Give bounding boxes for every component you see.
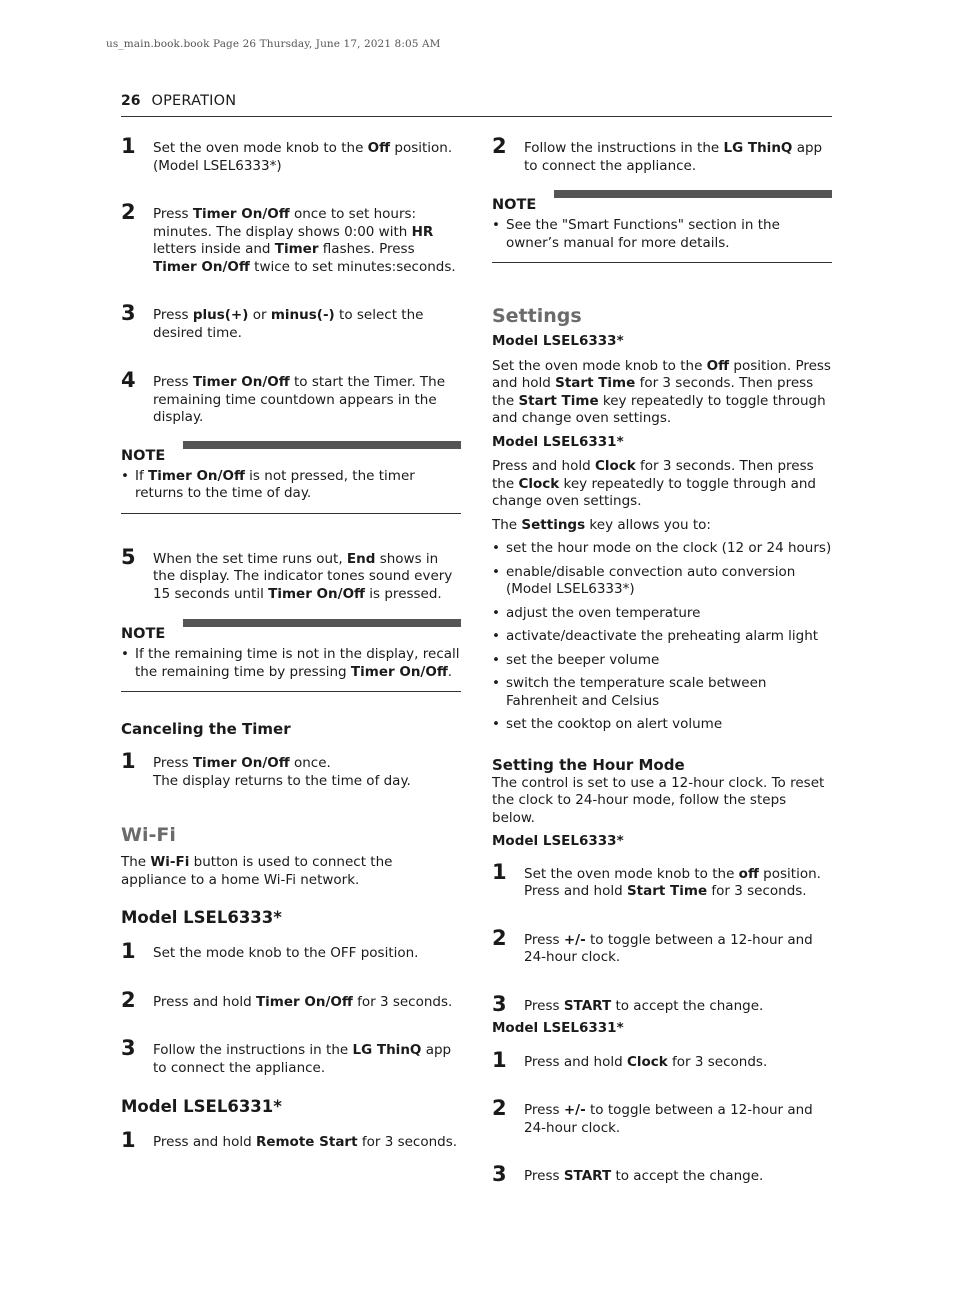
note-bar [183,441,461,449]
hour-model-6333-label: Model LSEL6333* [492,833,624,849]
step-text: Set the oven mode knob to the off position. Press and hold Start Time for 3 seconds. [524,865,821,899]
wifi-6331-step-2 [492,134,832,175]
step-1 [121,134,461,175]
note-bullet: • If the remaining time is not in the display, recall the remaining time by pressing Timer On/Off. [121,646,461,681]
step-text: Press +/- to toggle between a 12-hour and 24-hour clock. [524,1102,813,1136]
step-text: Press and hold Clock for 3 seconds. [524,1053,768,1070]
hour-6331-step-1 [492,1047,832,1072]
hour-6331-step-3 [492,1162,832,1186]
note-box [121,441,461,514]
settings-bullet: • switch the temperature scale between Fahrenheit and Celsius [492,675,832,710]
settings-model-6331-text: Press and hold Clock for 3 seconds. Then press the Clock key repeatedly to toggle through and change oven settings. [492,458,816,509]
settings-model-6333-label: Model LSEL6333* [492,333,624,349]
step-text: Press Timer On/Off once to set hours: minutes. The display shows 0:00 with HR letters inside and Timer flashes. Press Timer On/Off twice to set minutes:seconds. [153,206,456,275]
note-box [492,190,832,263]
step-number: 3 [492,991,507,1016]
hour-6333-step-2 [492,925,832,967]
step-text: Press +/- to toggle between a 12-hour and 24-hour clock. [524,931,813,965]
step-number: 4 [121,368,136,392]
note-bar [554,190,832,198]
hour-6331-step-2 [492,1096,832,1137]
wifi-model-6333-heading: Model LSEL6333* [121,908,282,927]
step-text: Press plus(+) or minus(-) to select the desired time. [153,307,424,341]
step-text: Press Timer On/Off once. The display returns to the time of day. [153,755,411,789]
note-title: NOTE [121,447,166,464]
settings-bullet: • enable/disable convection auto conversion (Model LSEL6333*) [492,564,832,599]
step-text: Set the mode knob to the OFF position. [153,945,419,961]
step-number: 3 [121,1036,136,1060]
note-title: NOTE [121,626,166,642]
settings-bullet: • adjust the oven temperature [492,605,832,623]
step-number: 1 [121,134,136,158]
step-text: Follow the instructions in the LG ThinQ app to connect the appliance. [524,140,823,174]
step-number: 2 [492,925,507,950]
settings-bullet: • set the cooktop on alert volume [492,716,832,734]
cancel-timer-heading: Canceling the Timer [121,720,291,738]
settings-bullet: • activate/deactivate the preheating alarm light [492,628,832,646]
step-text: Press and hold Remote Start for 3 seconds. [153,1134,458,1150]
step-3 [121,301,461,342]
step-number: 1 [492,1047,507,1072]
print-slug: us_main.book.book Page 26 Thursday, June 17, 2021 8:05 AM [106,38,441,50]
settings-allows-text: The Settings key allows you to: [492,516,711,533]
step-number: 2 [492,134,507,158]
step-number: 2 [492,1096,507,1120]
step-text: Press START to accept the change. [524,1168,764,1184]
step-number: 3 [492,1162,507,1186]
wifi-intro: The Wi-Fi button is used to connect the appliance to a home Wi-Fi network. [121,854,393,888]
step-4 [121,368,461,427]
settings-heading: Settings [492,305,582,327]
note-bar [183,619,461,627]
wifi-heading: Wi-Fi [121,824,176,846]
step-number: 2 [121,987,136,1012]
settings-model-6333-text: Set the oven mode knob to the Off position. Press and hold Start Time for 3 seconds. Then press the Start Time key repeatedly to toggle through and change oven settings. [492,357,831,426]
section-title: OPERATION [151,93,237,109]
step-text: Press Timer On/Off to start the Timer. The remaining time countdown appears in the display. [153,374,446,425]
left-column [121,124,461,1152]
hour-model-6331-label: Model LSEL6331* [492,1020,624,1036]
step-number: 1 [121,1128,136,1152]
hour-6333-step-3 [492,991,832,1016]
step-text: Press and hold Timer On/Off for 3 seconds. [153,993,453,1010]
step-text: Press START to accept the change. [524,997,764,1014]
wifi-6331-step-1 [121,1128,461,1152]
hour-6333-step-1 [492,859,832,901]
step-number: 3 [121,301,136,325]
step-number: 5 [121,544,136,569]
step-2 [121,200,461,276]
step-number: 1 [121,749,136,773]
page-header [121,90,832,117]
step-text: Follow the instructions in the LG ThinQ app to connect the appliance. [153,1042,452,1076]
wifi-step-2 [121,987,461,1012]
note-bullet: • See the "Smart Functions" section in the owner’s manual for more details. [492,217,832,252]
step-text: Set the oven mode knob to the Off position. (Model LSEL6333*) [153,140,453,174]
wifi-model-6331-heading: Model LSEL6331* [121,1097,282,1116]
wifi-step-3 [121,1036,461,1077]
settings-bullet: • set the hour mode on the clock (12 or 24 hours) [492,540,832,558]
page-number: 26 [121,93,141,109]
wifi-step-1 [121,939,461,963]
note-box [121,619,461,692]
step-number: 2 [121,200,136,224]
step-number: 1 [121,939,136,963]
hour-mode-heading: Setting the Hour Mode [492,755,685,774]
cancel-step-1 [121,749,461,790]
settings-model-6331-label: Model LSEL6331* [492,433,624,450]
hour-mode-intro: The control is set to use a 12-hour clock. To reset the clock to 24-hour mode, follow the steps below. [492,774,825,826]
note-title: NOTE [492,197,537,213]
step-5 [121,544,461,604]
settings-bullet: • set the beeper volume [492,652,832,670]
step-text: When the set time runs out, End shows in the display. The indicator tones sound every 15 seconds until Timer On/Off is pressed. [153,550,453,602]
right-column [492,124,832,1186]
note-bullet: • If Timer On/Off is not pressed, the timer returns to the time of day. [121,468,461,503]
step-number: 1 [492,859,507,884]
